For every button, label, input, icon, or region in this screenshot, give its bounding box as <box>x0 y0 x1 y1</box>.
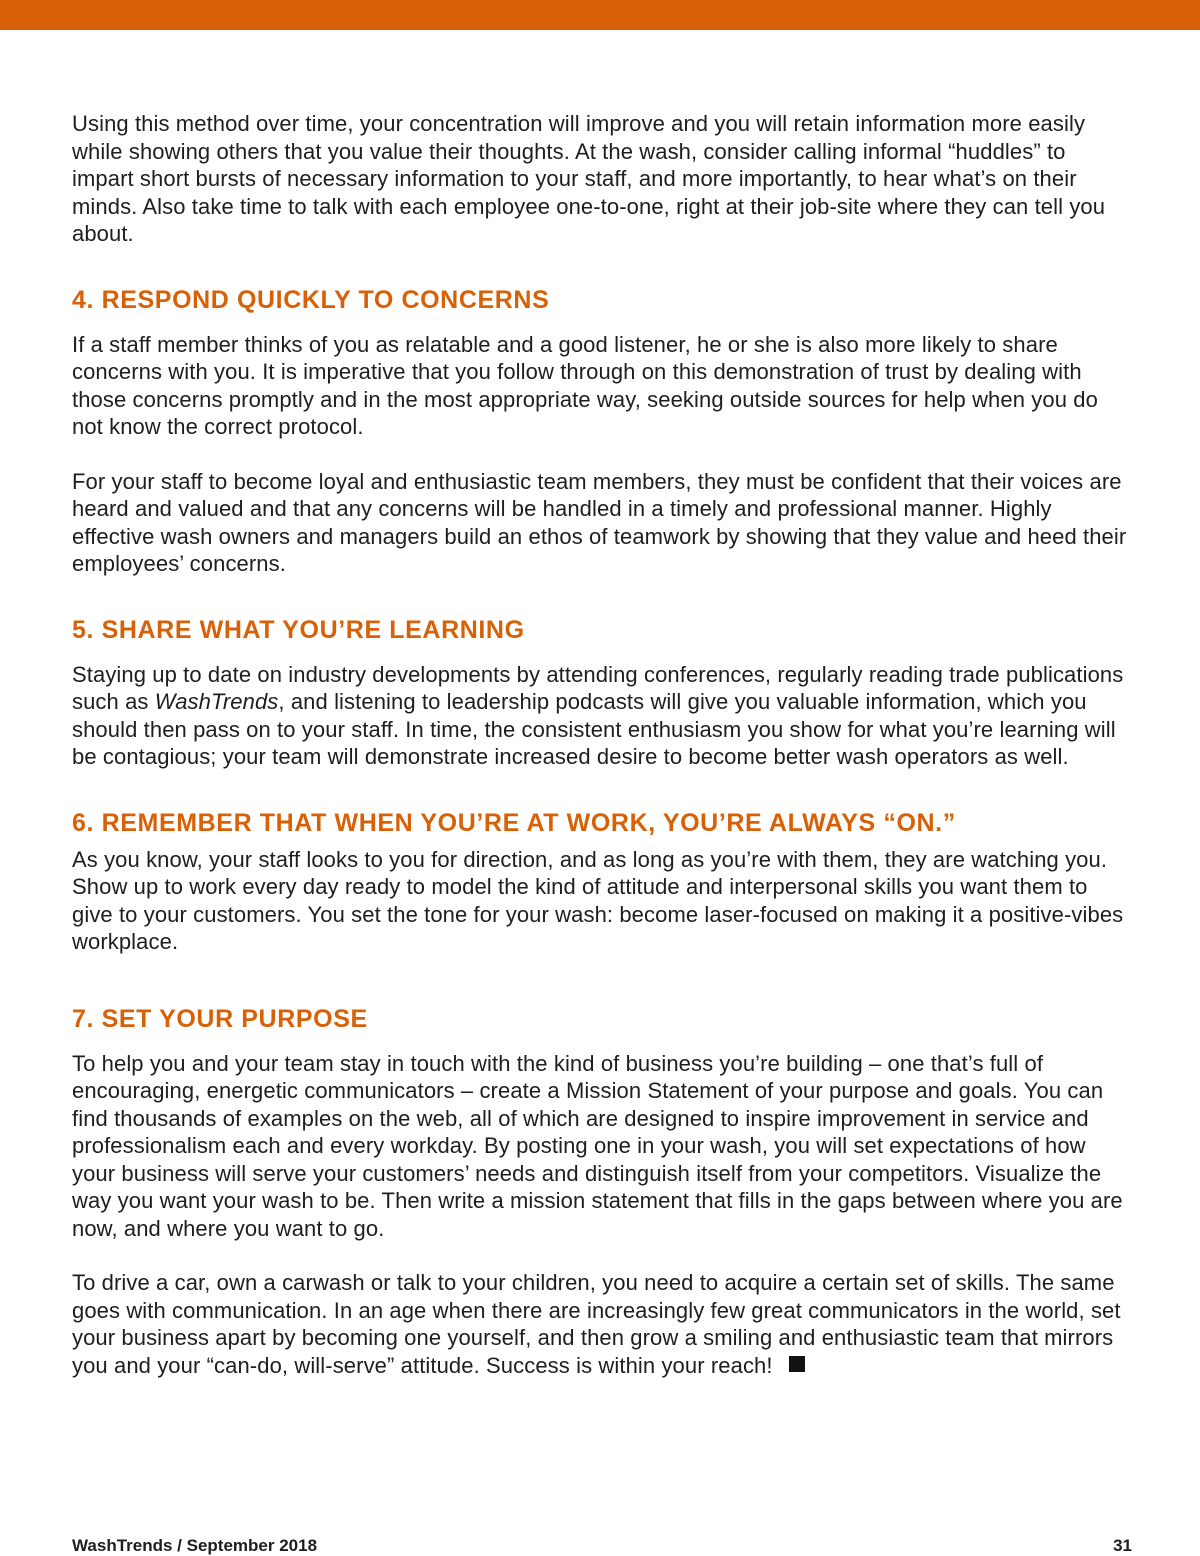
section-7-heading: 7. SET YOUR PURPOSE <box>72 1004 368 1033</box>
closing-text: To drive a car, own a carwash or talk to your children, you need to acquire a certain set of skills. The same goes with communication. In an age when there are increasingly few great communicators in the world, set your business apart by becoming one yourself, and then grow a smiling and enthusiastic team that mirrors you and your “can-do, will-serve” attitude. Success is within your reach! <box>72 1270 1121 1378</box>
footer-publication: WashTrends / September 2018 <box>72 1536 318 1555</box>
section-5-heading: 5. SHARE WHAT YOU’RE LEARNING <box>72 615 525 644</box>
section-5-text-start: Staying up to date on industry developments by attending conferences, regularly reading trade publications such as <box>72 661 1124 714</box>
section-6-paragraph: As you know, your staff looks to you for direction, and as long as you’re with them, they are watching you. Show up to work every day ready to model the kind of attitude and interpersonal skills you want them to give to your customers. You set the tone for your wash: become laser-focused on making it a positive-vibes workplace. <box>72 846 1124 954</box>
section-4-paragraph-2: For your staff to become loyal and enthusiastic team members, they must be confident that their voices are heard and valued and that any concerns will be handled in a timely and professional manner. Highly effective wash owners and managers build an ethos of teamwork by showing that they value and heed their employees’ concerns. <box>72 468 1127 576</box>
section-4-paragraph-1: If a staff member thinks of you as relatable and a good listener, he or she is also more likely to share concerns with you. It is imperative that you follow through on this demonstration of trust by dealing with those concerns promptly and in the most appropriate way, seeking outside sources for help when you do not know the correct protocol. <box>72 331 1098 439</box>
section-7-paragraph-2 <box>72 1269 1132 1379</box>
page-number: 31 <box>1113 1536 1132 1555</box>
publication-name-italic: WashTrends <box>154 689 279 714</box>
section-5-paragraph <box>72 661 1132 771</box>
section-4-heading: 4. RESPOND QUICKLY TO CONCERNS <box>72 285 550 314</box>
section-6-heading: 6. REMEMBER THAT WHEN YOU’RE AT WORK, YOU’RE ALWAYS “ON.” <box>72 808 956 837</box>
top-accent-bar <box>0 0 1200 30</box>
section-7-paragraph-1: To help you and your team stay in touch with the kind of business you’re building – one that’s full of encouraging, energetic communicators – create a Mission Statement of your purpose and goals. You can find thousands of examples on the web, all of which are designed to inspire improvement in service and professionalism each and every workday. By posting one in your wash, you will set expectations of how your business will serve your customers’ needs and distinguish itself from your competitors. Visualize the way you want your wash to be. Then write a mission statement that fills in the gaps between where you are now, and where you want to go. <box>72 1050 1123 1241</box>
article-body <box>72 110 1132 1379</box>
section-5-text-end: , and listening to leadership podcasts will give you valuable information, which you should then pass on to your staff. In time, the consistent enthusiasm you show for what you’re learning will be contagious; your team will demonstrate increased desire to become better wash operators as well. <box>72 689 1116 769</box>
intro-paragraph: Using this method over time, your concentration will improve and you will retain information more easily while showing others that you value their thoughts. At the wash, consider calling informal “huddles” to impart short bursts of necessary information to your staff, and more importantly, to hear what’s on their minds. Also take time to talk with each employee one-to-one, right at their job-site where they can tell you about. <box>72 111 1106 246</box>
end-of-article-square-icon <box>789 1356 805 1372</box>
